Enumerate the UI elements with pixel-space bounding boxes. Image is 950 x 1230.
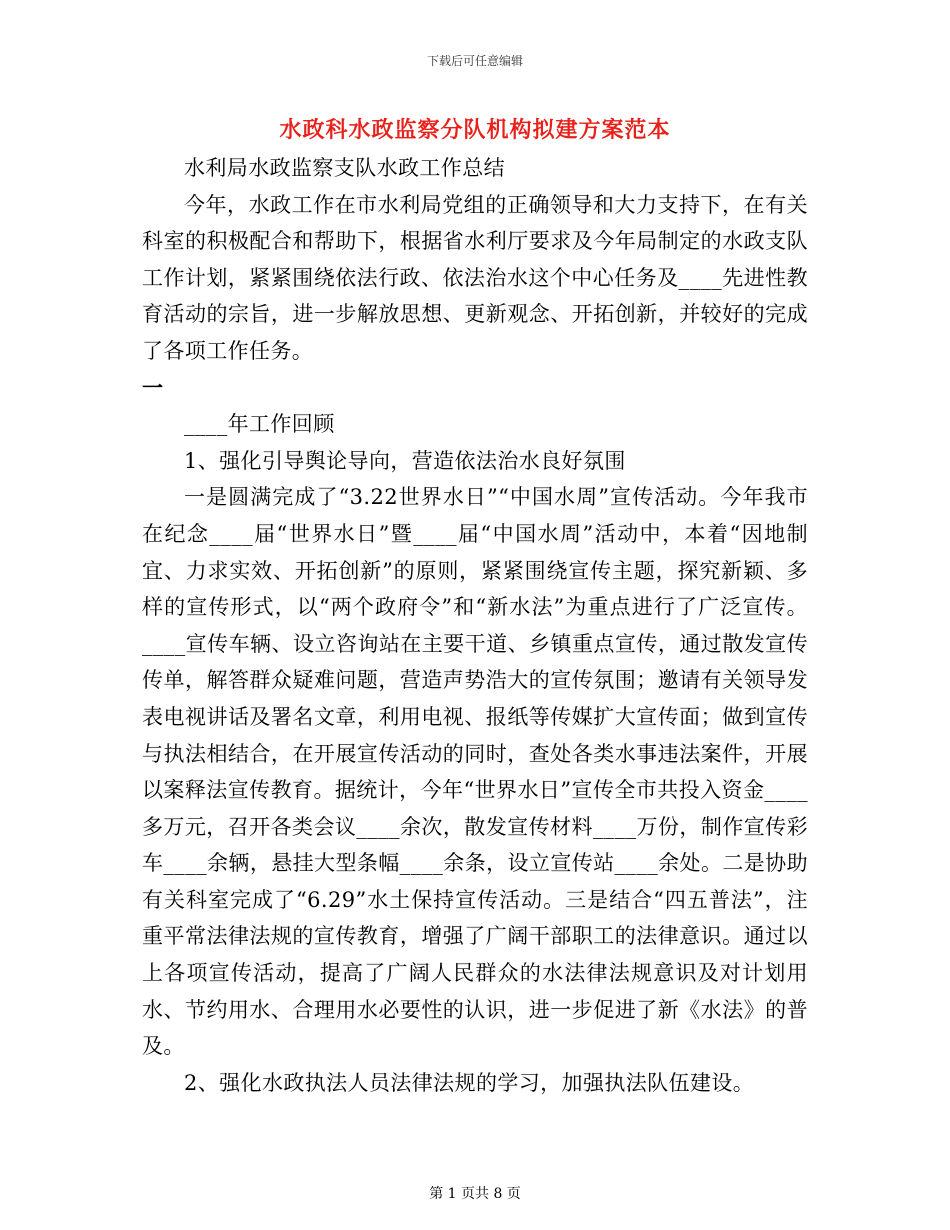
page-footer: 第 1 页共 8 页 <box>429 1186 521 1202</box>
header-note: 下载后可任意编辑 <box>426 54 523 68</box>
subheading-1: 1、强化引导舆论导向，营造依法治水良好氛围 <box>184 448 626 473</box>
section-heading-review: ____年工作回顾 <box>184 412 335 437</box>
paragraph-publicity: 一是圆满完成了“3.22世界水日”“中国水周”宣传活动。今年我市在纪念____届“世界水日”暨____届“中国水周”活动中，本着“因地制宜、力求实效、开拓创新”的原则，紧紧围绕宣传主题，探究新颖、多样的宣传形式，以“两个政府令”和“新水法”为重点进行了广泛宣传。____宣传车辆、设立咨询站在主要干道、乡镇重点宣传，通过散发宣传传单，解答群众疑难问题，营造声势浩大的宣传氛围；邀请有关领导发表电视讲话及署名文章，利用电视、报纸等传媒扩大宣传面；做到宣传与执法相结合，在开展宣传活动的同时，查处各类水事违法案件，开展以案释法宣传教育。据统计，今年“世界水日”宣传全市共投入资金____多万元，召开各类会议____余次，散发宣传材料____万份，制作宣传彩车____余辆，悬挂大型条幅____余条，设立宣传站____余处。二是协助有关科室完成了“6.29”水土保持宣传活动。三是结合“四五普法”，注重平常法律法规的宣传教育，增强了广阔干部职工的法律意识。通过以上各项宣传活动，提高了广阔人民群众的水法律法规意识及对计划用水、节约用水、合理用水必要性的认识，进一步促进了新《水法》的普及。 <box>142 485 808 1059</box>
document-title: 水政科水政监察分队机构拟建方案范本 <box>279 117 671 143</box>
section-numeral: 一 <box>142 374 164 400</box>
subheading-2: 2、强化水政执法人员法律法规的学习，加强执法队伍建设。 <box>184 1070 755 1095</box>
document-body <box>142 150 808 1101</box>
paragraph-subtitle: 水利局水政监察支队水政工作总结 <box>184 156 505 180</box>
paragraph-intro: 今年，水政工作在市水利局党组的正确领导和大力支持下，在有关科室的积极配合和帮助下，根据省水利厅要求及今年局制定的水政支队工作计划，紧紧围绕依法行政、依法治水这个中心任务及____先进性教育活动的宗旨，进一步解放思想、更新观念、开拓创新，并较好的完成了各项工作任务。 <box>142 192 808 363</box>
